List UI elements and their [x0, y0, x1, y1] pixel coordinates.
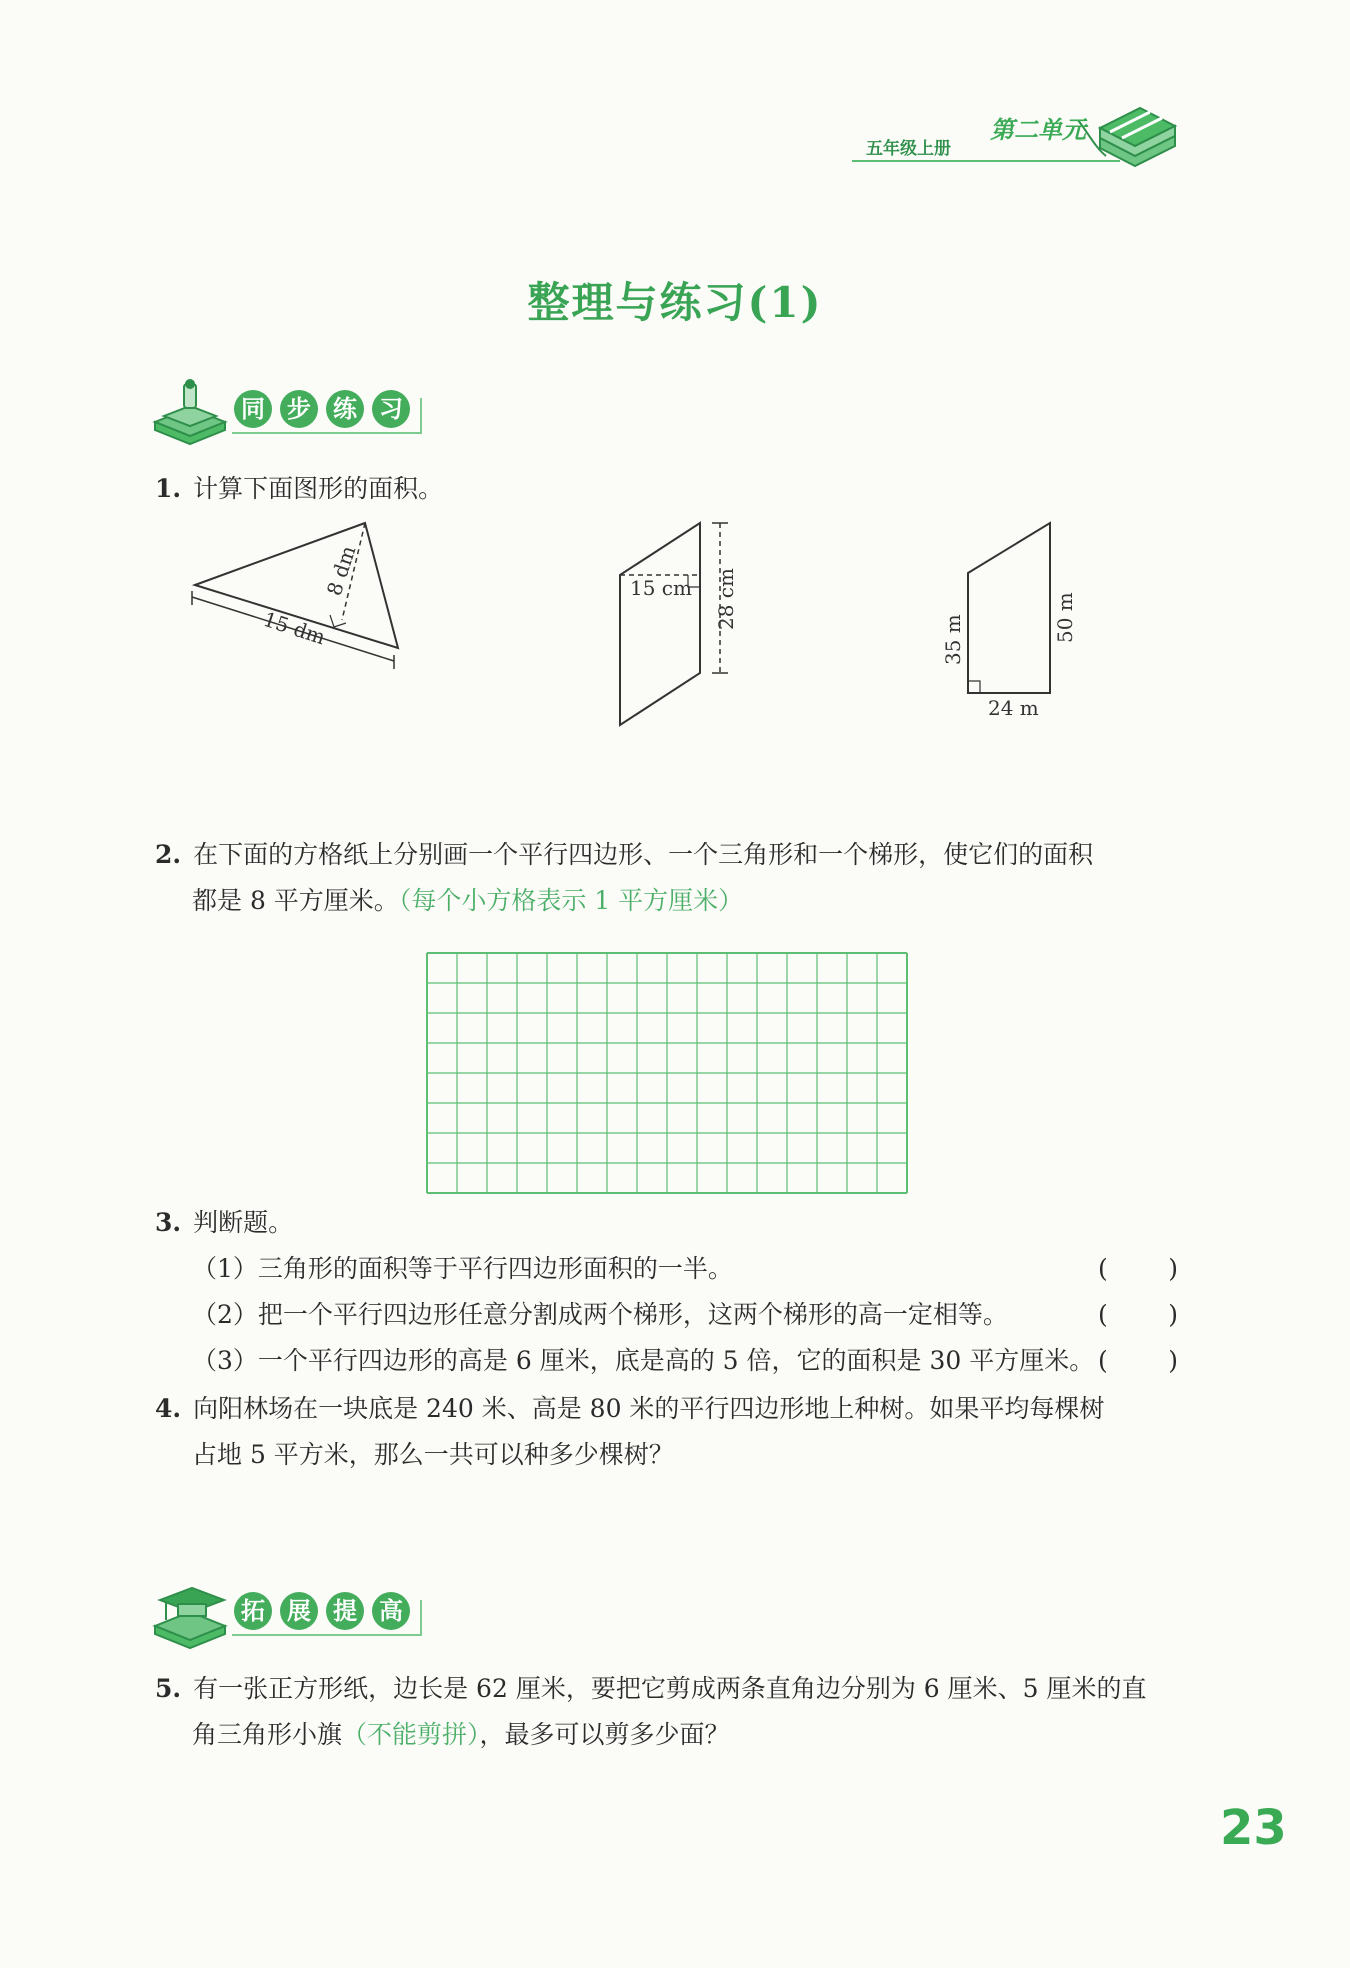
parallelogram-width-label: 15 cm: [630, 576, 692, 600]
judge-item-2: （2）把一个平行四边形任意分割成两个梯形，这两个梯形的高一定相等。: [192, 1300, 1008, 1329]
question-number: 4.: [155, 1394, 182, 1423]
question-2-line-2: [192, 878, 743, 924]
trapezoid-right-label: 50 m: [1053, 592, 1077, 643]
question-1: [155, 466, 443, 512]
trapezoid-left-label: 35 m: [941, 614, 965, 665]
section-char: 练: [326, 390, 364, 428]
question-text: 判断题。: [193, 1208, 294, 1237]
question-text: 向阳林场在一块底是 240 米、高是 80 米的平行四边形地上种树。如果平均每棵树: [193, 1394, 1105, 1423]
question-5: [155, 1666, 1146, 1712]
question-text: 有一张正方形纸，边长是 62 厘米，要把它剪成两条直角边分别为 6 厘米、5 厘米的直: [193, 1674, 1147, 1703]
page-number: 23: [1220, 1800, 1287, 1856]
question-text: 计算下面图形的面积。: [193, 474, 444, 503]
section-header-practice: [150, 378, 440, 448]
unit-title: 第二单元: [990, 116, 1086, 144]
question-number: 3.: [155, 1208, 182, 1237]
question-text: 在下面的方格纸上分别画一个平行四边形、一个三角形和一个梯形，使它们的面积: [193, 840, 1094, 869]
section-char: 拓: [234, 1592, 272, 1630]
question-text: 都是 8 平方厘米。: [192, 886, 399, 915]
question-number: 5.: [155, 1674, 182, 1703]
section-char: 习: [372, 390, 410, 428]
question-5-line-2: [192, 1712, 730, 1758]
page-title: 整理与练习(1): [527, 278, 823, 327]
header-underline: [852, 160, 1120, 162]
section-char: 步: [280, 390, 318, 428]
judge-item-1: （1）三角形的面积等于平行四边形面积的一半。: [192, 1254, 733, 1283]
question-text: 角三角形小旗: [192, 1720, 343, 1749]
judge-item-3: （3）一个平行四边形的高是 6 厘米，底是高的 5 倍，它的面积是 30 平方厘米。: [192, 1346, 1095, 1375]
answer-blank-2[interactable]: ( ): [1098, 1300, 1178, 1329]
section-char: 提: [326, 1592, 364, 1630]
grade-label: 五年级上册: [866, 139, 951, 159]
book-stack-icon: [150, 378, 230, 448]
trapezoid-bottom-label: 24 m: [988, 696, 1039, 720]
section-char: 高: [372, 1592, 410, 1630]
parallelogram-height-label: 28 cm: [714, 568, 738, 630]
question-text: ，最多可以剪多少面？: [479, 1720, 730, 1749]
section-char: 展: [280, 1592, 318, 1630]
question-3: [155, 1200, 293, 1246]
question-4-line-2: 占地 5 平方米，那么一共可以种多少棵树？: [192, 1440, 674, 1469]
section-char: 同: [234, 390, 272, 428]
section-header-extension: [150, 1580, 440, 1650]
square-grid-paper[interactable]: [424, 950, 910, 1196]
triangle-figure: [192, 523, 398, 669]
question-2: [155, 832, 1093, 878]
question-note: （每个小方格表示 1 平方厘米）: [398, 886, 744, 915]
q1-figures: [180, 515, 1080, 740]
answer-blank-3[interactable]: ( ): [1098, 1346, 1178, 1375]
trapezoid-figure: [941, 523, 1077, 720]
parallelogram-figure: [620, 523, 738, 725]
question-number: 1.: [155, 474, 182, 503]
question-number: 2.: [155, 840, 182, 869]
question-4: [155, 1386, 1104, 1432]
question-note: （不能剪拼）: [342, 1720, 480, 1749]
triangle-base-label: 15 dm: [260, 606, 329, 650]
graduation-cap-icon: [150, 1580, 230, 1650]
triangle-height-label: 8 dm: [321, 542, 361, 599]
answer-blank-1[interactable]: ( ): [1098, 1254, 1178, 1283]
